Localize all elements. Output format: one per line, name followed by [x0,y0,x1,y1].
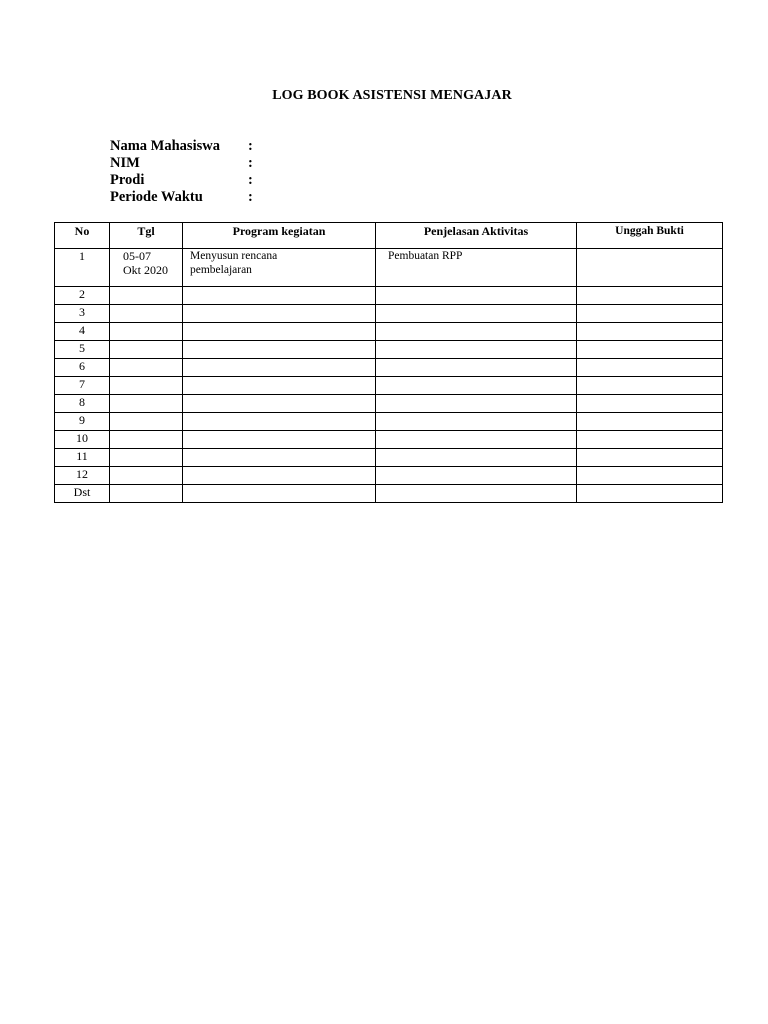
cell-program-kegiatan[interactable] [183,413,376,431]
cell-tgl [110,249,183,287]
cell-no: 11 [55,449,110,467]
cell-no: 4 [55,323,110,341]
cell-unggah-bukti[interactable] [577,377,723,395]
cell-program-kegiatan[interactable] [183,287,376,305]
info-label-prodi: Prodi [110,172,145,188]
table-row [55,377,723,395]
log-table [54,222,723,503]
cell-unggah-bukti[interactable] [577,467,723,485]
cell-penjelasan-aktivitas[interactable] [376,341,577,359]
cell-no: 2 [55,287,110,305]
cell-unggah-bukti[interactable] [577,359,723,377]
cell-tgl[interactable] [110,377,183,395]
cell-no: 8 [55,395,110,413]
info-row-prodi [110,172,258,189]
cell-no: 7 [55,377,110,395]
cell-no: 12 [55,467,110,485]
info-row-nim [110,155,258,172]
cell-unggah-bukti[interactable] [577,449,723,467]
info-label-periode: Periode Waktu [110,189,203,205]
header-penjelasan-aktivitas: Penjelasan Aktivitas [376,223,577,249]
cell-program-kegiatan[interactable] [183,377,376,395]
table-row [55,485,723,503]
table-row [55,359,723,377]
cell-program-kegiatan[interactable] [183,431,376,449]
page-title: LOG BOOK ASISTENSI MENGAJAR [272,88,512,103]
header-no: No [55,223,110,249]
cell-penjelasan-aktivitas[interactable] [376,287,577,305]
cell-penjelasan-aktivitas[interactable] [376,395,577,413]
cell-program-kegiatan[interactable] [183,395,376,413]
table-row [55,305,723,323]
cell-program-kegiatan[interactable] [183,467,376,485]
cell-no: 3 [55,305,110,323]
cell-tgl[interactable] [110,341,183,359]
cell-penjelasan-aktivitas[interactable] [376,413,577,431]
cell-unggah-bukti[interactable] [577,341,723,359]
table-row [55,413,723,431]
cell-no: 5 [55,341,110,359]
header-tgl: Tgl [110,223,183,249]
cell-unggah-bukti[interactable] [577,395,723,413]
cell-tgl-line2: Okt 2020 [123,263,168,277]
cell-program-kegiatan[interactable] [183,323,376,341]
cell-no: 9 [55,413,110,431]
cell-tgl[interactable] [110,413,183,431]
cell-tgl[interactable] [110,431,183,449]
cell-no: 1 [55,249,110,287]
cell-tgl[interactable] [110,323,183,341]
cell-penjelasan-aktivitas[interactable] [376,305,577,323]
cell-unggah-bukti[interactable] [577,305,723,323]
info-row-periode [110,189,258,206]
cell-program-kegiatan[interactable] [183,359,376,377]
cell-tgl[interactable] [110,467,183,485]
info-colon-nim: : [248,155,253,171]
info-colon-periode: : [248,189,253,205]
info-label-nim: NIM [110,155,140,171]
table-row [55,249,723,287]
table-row [55,467,723,485]
info-label-nama: Nama Mahasiswa [110,138,220,154]
cell-program-kegiatan[interactable] [183,449,376,467]
cell-tgl[interactable] [110,305,183,323]
cell-tgl[interactable] [110,395,183,413]
cell-program-kegiatan[interactable] [183,485,376,503]
cell-program-kegiatan[interactable] [183,305,376,323]
table-header-row [55,223,723,249]
cell-penjelasan-aktivitas[interactable] [376,431,577,449]
header-program-kegiatan: Program kegiatan [183,223,376,249]
table-row [55,323,723,341]
cell-penjelasan-aktivitas[interactable] [376,485,577,503]
cell-penjelasan-aktivitas[interactable] [376,449,577,467]
cell-unggah-bukti[interactable] [577,413,723,431]
cell-tgl[interactable] [110,359,183,377]
info-row-nama [110,138,258,155]
info-colon-nama: : [248,138,253,154]
cell-no: 10 [55,431,110,449]
cell-program-line1: Menyusun rencana [190,250,278,262]
cell-unggah-bukti[interactable] [577,485,723,503]
student-info-block [110,138,258,206]
cell-unggah-bukti[interactable] [577,323,723,341]
cell-no: Dst [55,485,110,503]
cell-tgl[interactable] [110,485,183,503]
table-row [55,287,723,305]
cell-no: 6 [55,359,110,377]
cell-penjelasan-aktivitas[interactable] [376,377,577,395]
cell-penjelasan-aktivitas[interactable] [376,359,577,377]
cell-unggah-bukti[interactable] [577,431,723,449]
cell-unggah-bukti[interactable] [577,287,723,305]
cell-program-kegiatan [183,249,376,287]
cell-tgl[interactable] [110,287,183,305]
cell-program-line2: pembelajaran [190,264,252,276]
cell-penjelasan-aktivitas: Pembuatan RPP [376,249,577,287]
table-row [55,449,723,467]
info-colon-prodi: : [248,172,253,188]
cell-program-kegiatan[interactable] [183,341,376,359]
header-unggah-bukti: Unggah Bukti [577,223,723,249]
cell-penjelasan-aktivitas[interactable] [376,323,577,341]
cell-penjelasan-aktivitas[interactable] [376,467,577,485]
cell-unggah-bukti[interactable] [577,249,723,287]
cell-tgl[interactable] [110,449,183,467]
table-row [55,431,723,449]
table-row [55,341,723,359]
table-row [55,395,723,413]
cell-tgl-line1: 05-07 [123,249,151,263]
